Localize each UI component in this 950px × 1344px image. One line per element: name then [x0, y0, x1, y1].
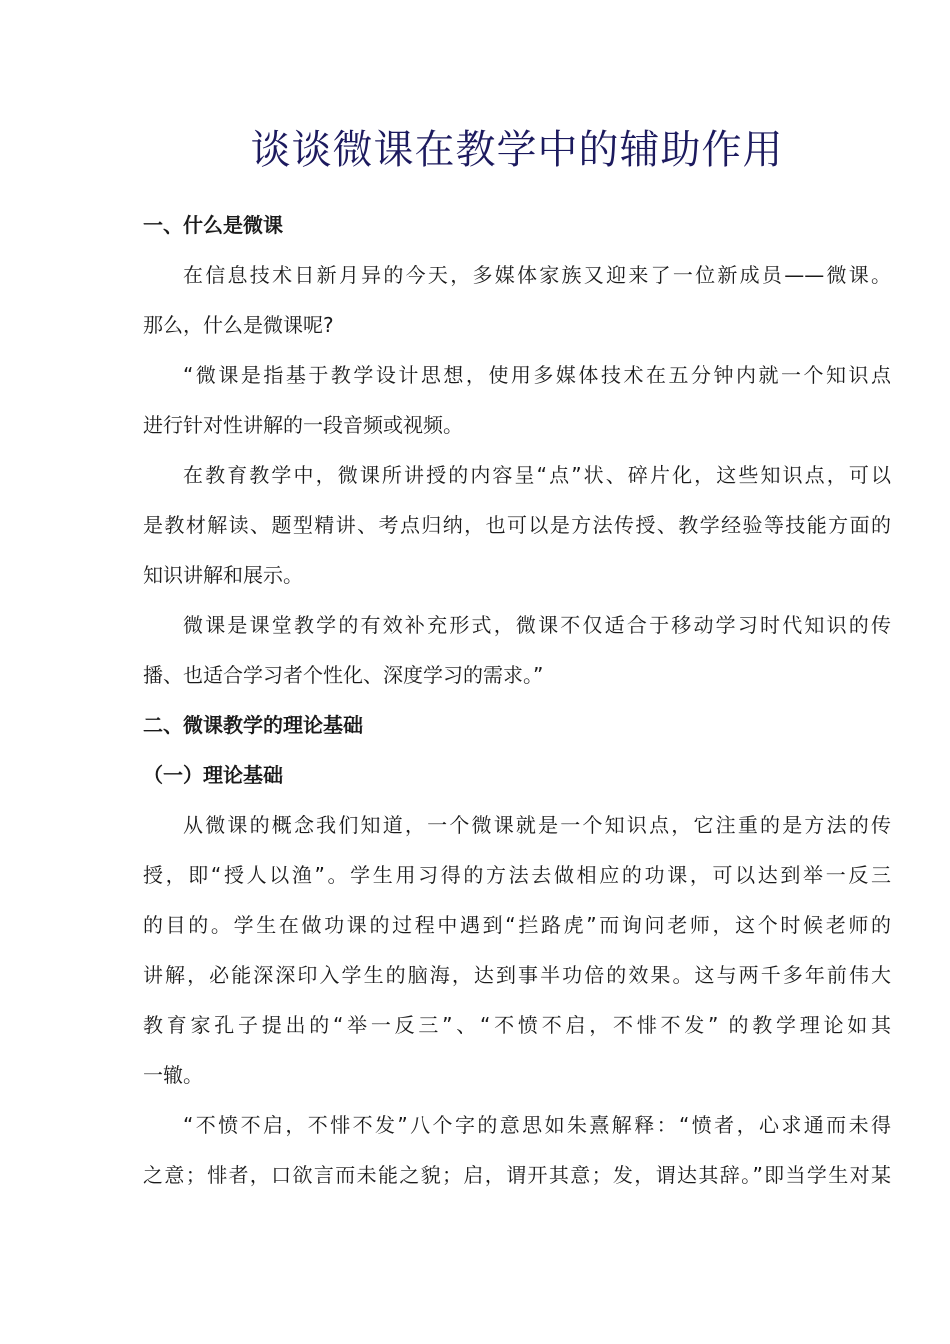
paragraph-line: 教育家孔子提出的“举一反三”、“不愤不启，不悱不发” 的教学理论如其	[143, 1013, 891, 1037]
paragraph-line: 之意；悱者，口欲言而未能之貌；启，谓开其意；发，谓达其辞。”即当学生对某	[143, 1163, 891, 1187]
paragraph-first-line: 从微课的概念我们知道，一个微课就是一个知识点，它注重的是方法的传	[183, 813, 891, 837]
paragraph-first-line: “微课是指基于教学设计思想，使用多媒体技术在五分钟内就一个知识点	[183, 363, 891, 387]
paragraph-first-line: 在教育教学中，微课所讲授的内容呈“点”状、碎片化，这些知识点，可以	[183, 463, 891, 487]
paragraph-line: 讲解，必能深深印入学生的脑海，达到事半功倍的效果。这与两千多年前伟大	[143, 963, 891, 987]
paragraph-last-line: 一辙。	[143, 1063, 203, 1087]
paragraph-line: 授，即“授人以渔”。学生用习得的方法去做相应的功课，可以达到举一反三	[143, 863, 891, 887]
section-heading: 一、什么是微课	[143, 213, 283, 237]
paragraph-line: 的目的。学生在做功课的过程中遇到“拦路虎”而询问老师，这个时候老师的	[143, 913, 891, 937]
paragraph-last-line: 知识讲解和展示。	[143, 563, 303, 587]
paragraph-first-line: “不愤不启，不悱不发”八个字的意思如朱熹解释：“愤者，心求通而未得	[183, 1113, 891, 1137]
paragraph-last-line: 进行针对性讲解的一段音频或视频。	[143, 413, 463, 437]
subsection-heading: （一）理论基础	[143, 763, 283, 787]
document-body	[143, 200, 891, 1200]
paragraph-line: 是教材解读、题型精讲、考点归纳，也可以是方法传授、教学经验等技能方面的	[143, 513, 891, 537]
paragraph-last-line: 那么，什么是微课呢?	[143, 313, 334, 337]
paragraph-first-line: 在信息技术日新月异的今天，多媒体家族又迎来了一位新成员——微课。	[183, 263, 891, 287]
document-title: 谈谈微课在教学中的辅助作用	[250, 127, 784, 173]
paragraph-last-line: 播、也适合学习者个性化、深度学习的需求。”	[143, 663, 544, 687]
paragraph-first-line: 微课是课堂教学的有效补充形式，微课不仅适合于移动学习时代知识的传	[183, 613, 891, 637]
section-heading: 二、微课教学的理论基础	[143, 713, 363, 737]
